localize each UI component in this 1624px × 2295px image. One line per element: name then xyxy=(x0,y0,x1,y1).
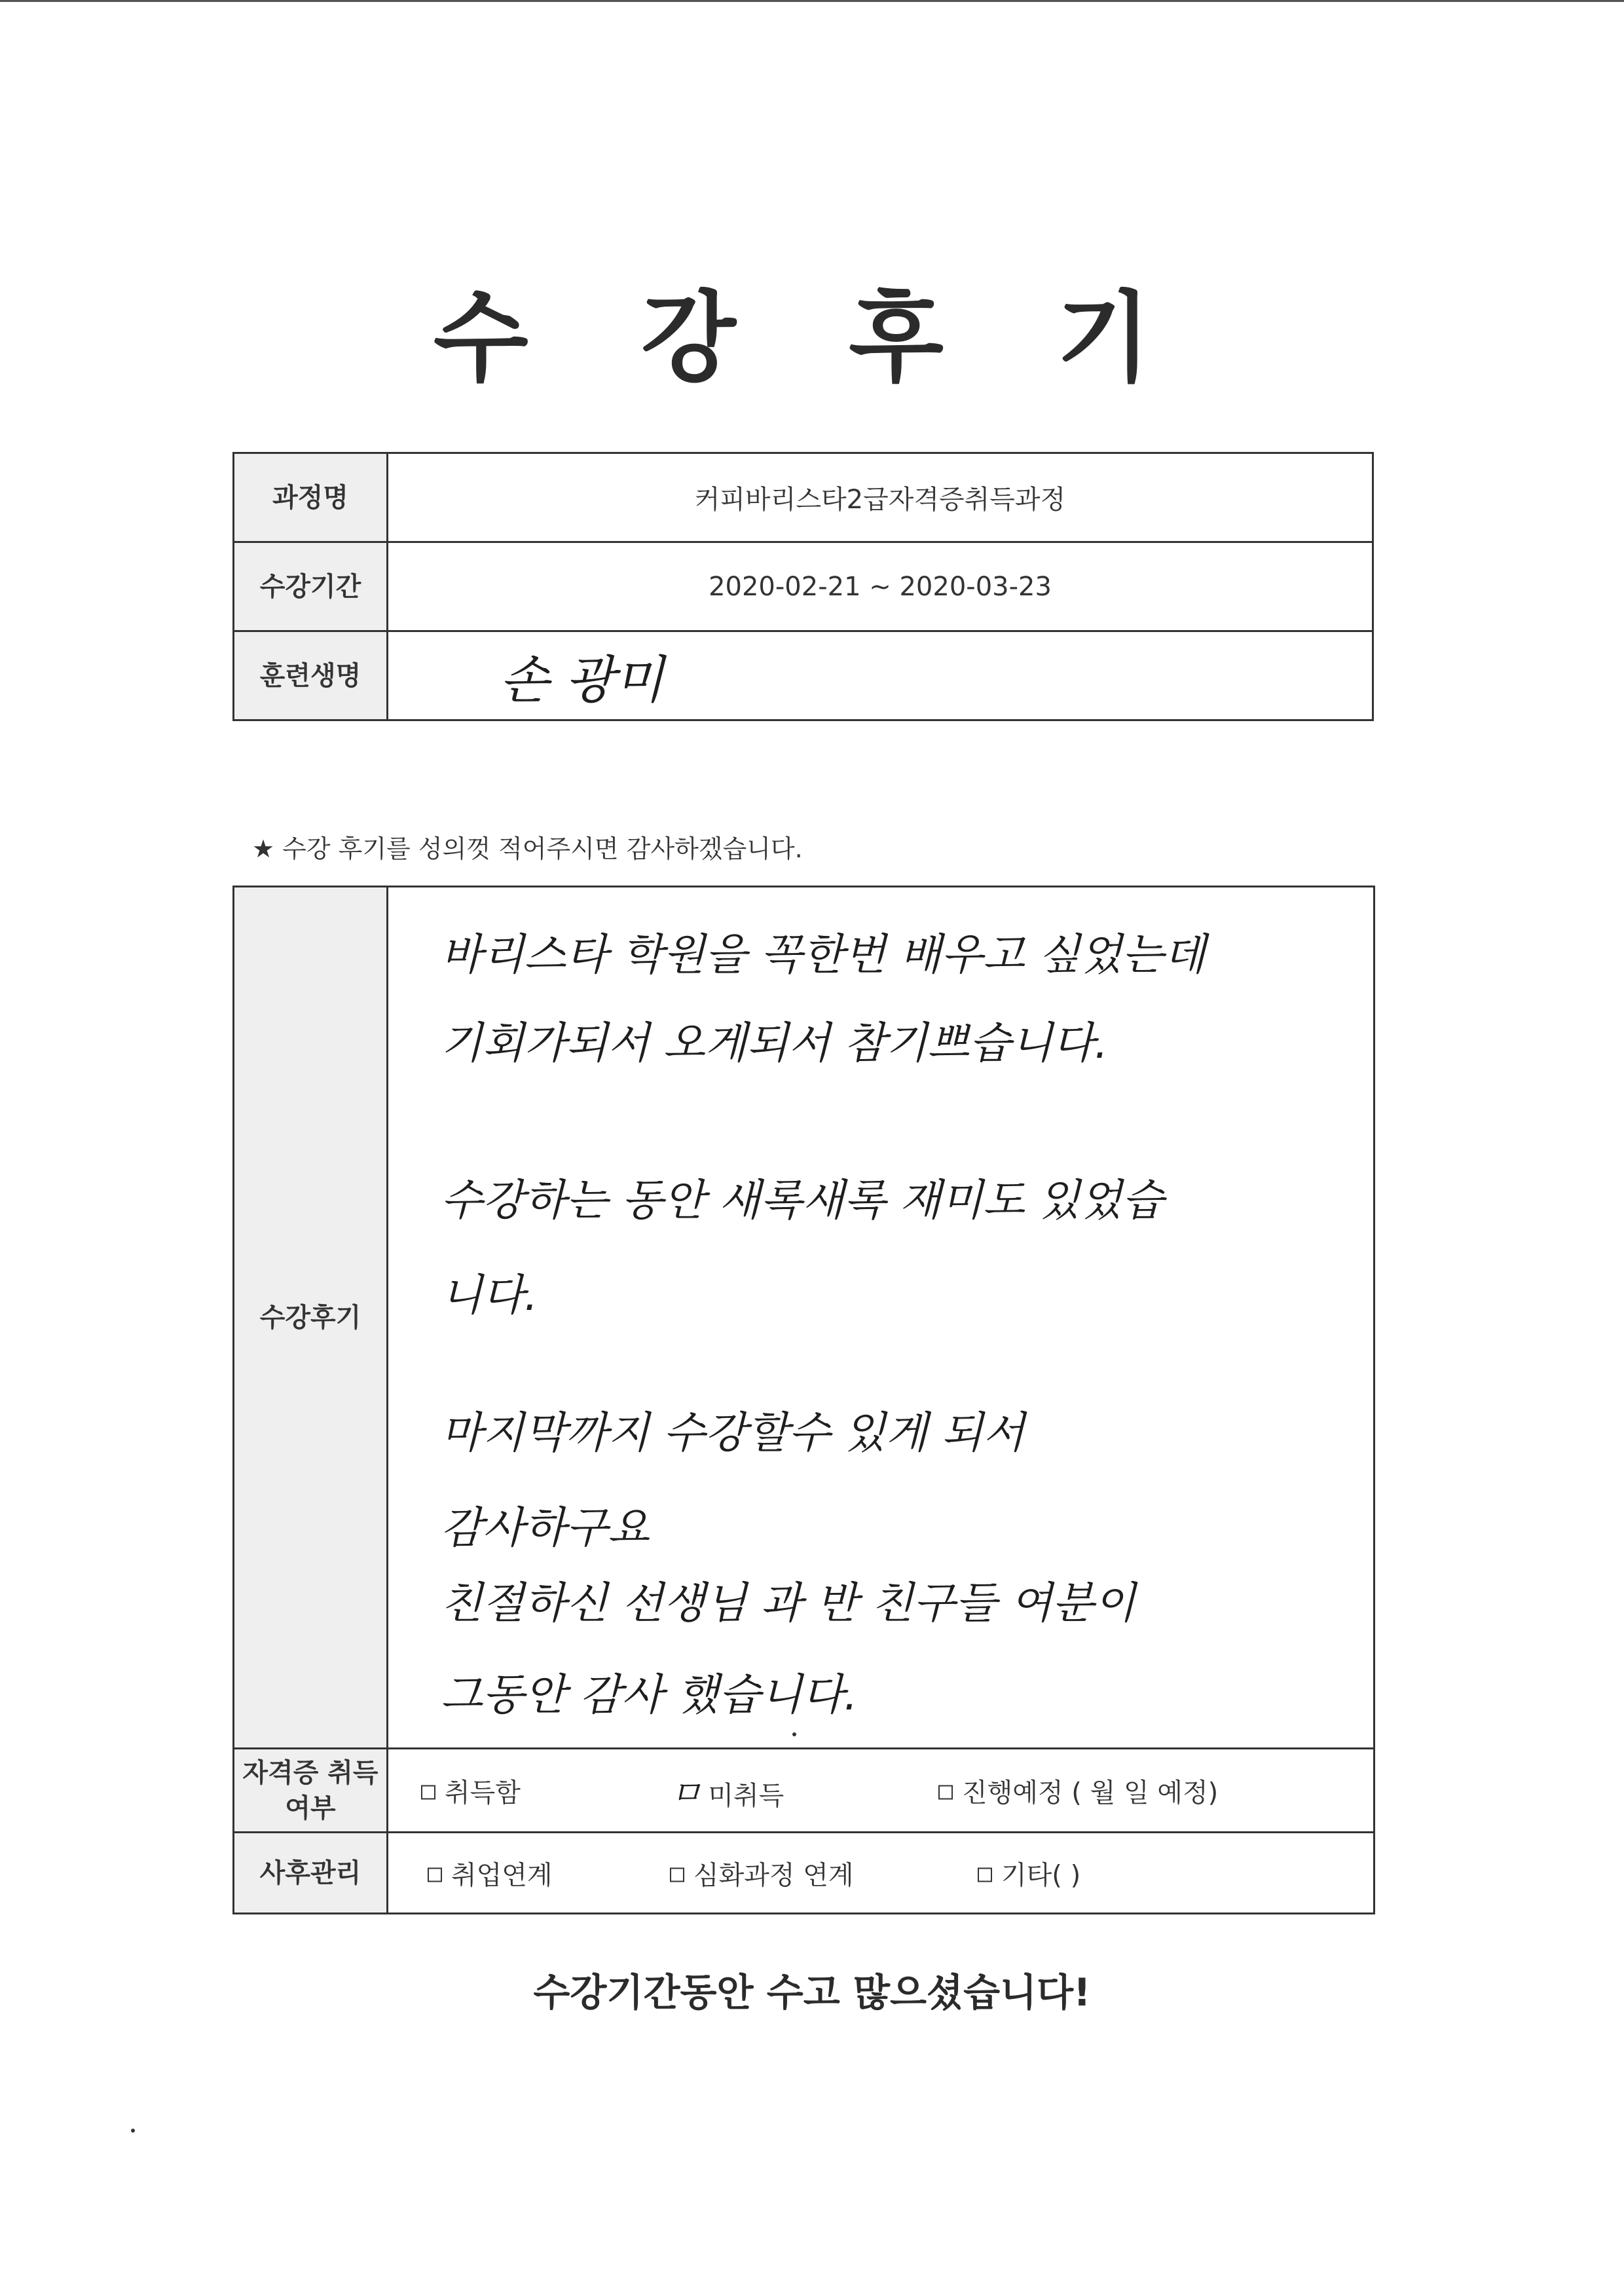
certificate-label: 자격증 취득여부 xyxy=(234,1749,388,1833)
review-line: 그동안 감사 했습니다. xyxy=(441,1670,858,1720)
checkbox-icon[interactable] xyxy=(670,1867,684,1882)
followup-row xyxy=(234,1833,1375,1914)
option-advanced-course[interactable]: 심화과정 연계 xyxy=(670,1854,854,1892)
top-border xyxy=(0,0,1624,2)
review-line: 기회가되서 오게되서 참기쁘습니다. xyxy=(441,1018,1109,1068)
scan-speck xyxy=(131,2129,135,2133)
review-row xyxy=(234,887,1375,1749)
period-value: 2020-02-21 ~ 2020-03-23 xyxy=(388,542,1373,631)
review-line: 감사하구요 xyxy=(441,1502,650,1553)
option-employment[interactable]: 취업연계 xyxy=(428,1854,553,1892)
scan-speck xyxy=(792,1732,796,1736)
period-label: 수강기간 xyxy=(234,542,388,631)
option-not-acquired[interactable]: ㅁ 미취득 xyxy=(670,1774,784,1812)
period-row xyxy=(234,542,1373,631)
certificate-row xyxy=(234,1749,1375,1833)
checked-mark-icon[interactable]: ㅁ xyxy=(670,1774,702,1812)
page-title: 수 강 후 기 xyxy=(433,282,1191,396)
trainee-row xyxy=(234,631,1373,720)
checkbox-icon[interactable] xyxy=(421,1785,435,1799)
review-line: 마지막까지 수강할수 있게 되서 xyxy=(441,1408,1025,1458)
checkbox-icon[interactable] xyxy=(978,1867,992,1882)
instruction-text: ★ 수강 후기를 성의껏 적어주시면 감사하겠습니다. xyxy=(252,834,803,863)
review-line: 친절하신 선생님 과 반 친구들 여분이 xyxy=(441,1578,1136,1628)
trainee-label: 훈련생명 xyxy=(234,631,388,720)
review-table xyxy=(232,886,1375,1914)
option-acquired[interactable]: 취득함 xyxy=(421,1772,521,1809)
review-line: 수강하는 동안 새록새록 재미도 있었습 xyxy=(441,1175,1164,1225)
review-content xyxy=(388,887,1375,1749)
option-scheduled[interactable]: 진행예정 ( 월 일 예정) xyxy=(938,1772,1218,1809)
followup-label: 사후관리 xyxy=(234,1833,388,1914)
review-line: 바리스타 학원을 꼭한번 배우고 싶었는데 xyxy=(441,929,1206,980)
checkbox-icon[interactable] xyxy=(428,1867,442,1882)
followup-options xyxy=(388,1833,1375,1914)
checkbox-icon[interactable] xyxy=(938,1785,953,1799)
certificate-options xyxy=(388,1749,1375,1833)
trainee-name: 손 광미 xyxy=(388,631,1373,720)
closing-message: 수강기간동안 수고 많으셨습니다! xyxy=(533,1970,1091,2015)
review-line: 니다. xyxy=(441,1270,538,1320)
course-info-table xyxy=(232,452,1374,721)
review-label: 수강후기 xyxy=(234,887,388,1749)
course-row xyxy=(234,453,1373,542)
course-value: 커피바리스타2급자격증취득과정 xyxy=(388,453,1373,542)
course-label: 과정명 xyxy=(234,453,388,542)
option-other[interactable]: 기타( ) xyxy=(978,1854,1080,1892)
